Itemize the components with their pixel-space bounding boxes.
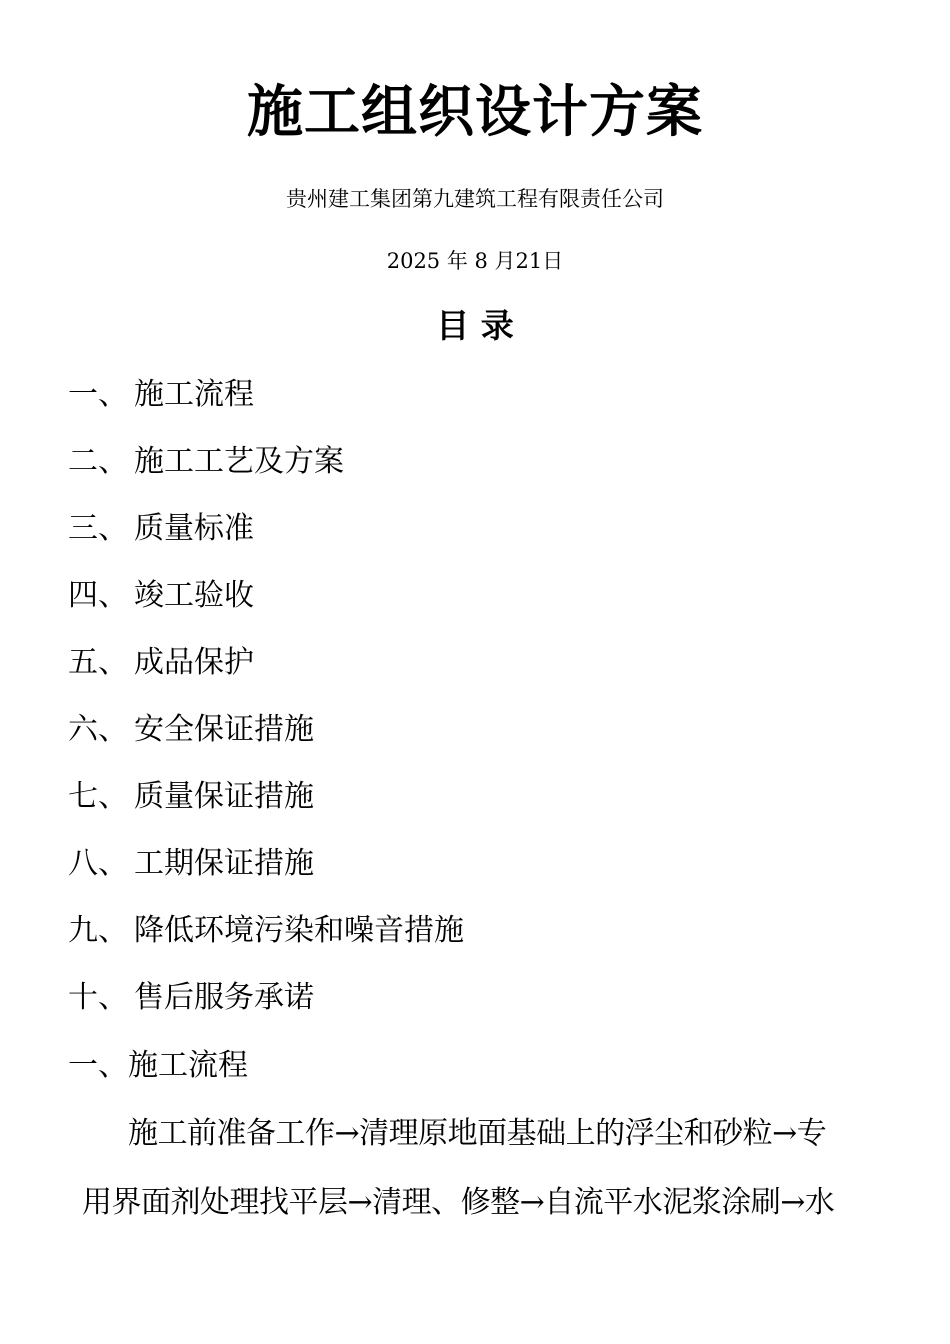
toc-item [68, 506, 464, 573]
toc-item-label: 施工工艺及方案 [134, 444, 344, 479]
toc-item-label: 安全保证措施 [134, 712, 314, 747]
section-heading: 一、施工流程 [68, 1048, 248, 1083]
toc-item-label: 工期保证措施 [134, 846, 314, 881]
toc-item [68, 908, 464, 975]
toc-item [68, 372, 464, 439]
toc-item-number: 三、 [68, 511, 128, 546]
toc-item-label: 质量标准 [134, 511, 254, 546]
toc-item [68, 841, 464, 908]
toc-item-number: 二、 [68, 444, 128, 479]
toc-item [68, 774, 464, 841]
toc-item-label: 售后服务承诺 [134, 980, 314, 1015]
toc-item-number: 六、 [68, 712, 128, 747]
body-text-line: 用界面剂处理找平层→清理、修整→自流平水泥浆涂刷→水 [82, 1185, 835, 1220]
toc-item-number: 一、 [68, 377, 128, 412]
toc-item [68, 640, 464, 707]
toc-item [68, 439, 464, 506]
toc-item-label: 成品保护 [134, 645, 254, 680]
toc-item-number: 四、 [68, 578, 128, 613]
toc-item-label: 质量保证措施 [134, 779, 314, 814]
toc-item [68, 707, 464, 774]
toc-item-label: 施工流程 [134, 377, 254, 412]
toc-item-number: 八、 [68, 846, 128, 881]
table-of-contents [68, 372, 464, 1042]
body-text-line: 施工前准备工作→清理原地面基础上的浮尘和砂粒→专 [128, 1116, 827, 1151]
toc-item-label: 降低环境污染和噪音措施 [134, 913, 464, 948]
company-name: 贵州建工集团第九建筑工程有限责任公司 [286, 187, 664, 211]
toc-item-number: 七、 [68, 779, 128, 814]
toc-item-number: 十、 [68, 980, 128, 1015]
document-title: 施工组织设计方案 [247, 79, 703, 145]
toc-item [68, 573, 464, 640]
toc-item-number: 九、 [68, 913, 128, 948]
toc-item-number: 五、 [68, 645, 128, 680]
toc-heading: 目 录 [436, 306, 514, 345]
document-date: 2025 年 8 月21日 [386, 249, 564, 273]
toc-item [68, 975, 464, 1042]
toc-item-label: 竣工验收 [134, 578, 254, 613]
